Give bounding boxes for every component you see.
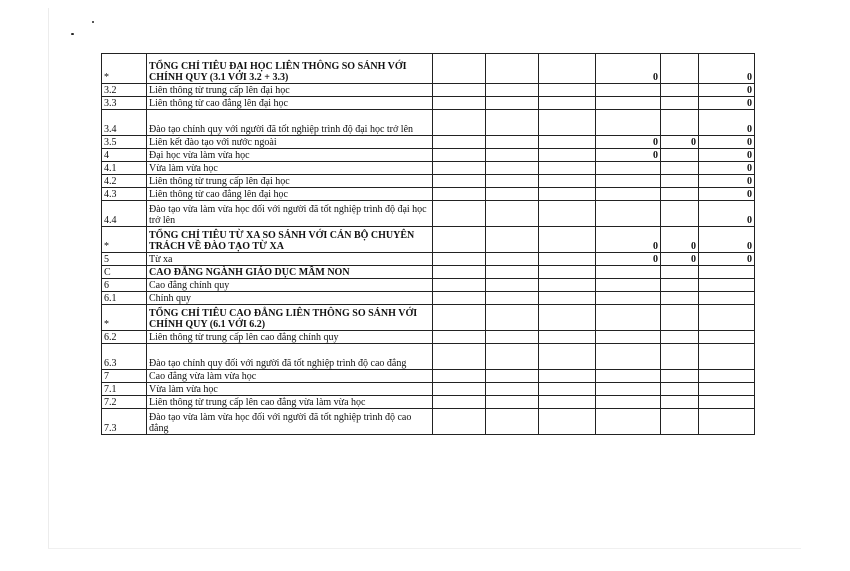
value-cell xyxy=(433,279,486,292)
value-cell xyxy=(539,409,596,435)
value-cell: 0 xyxy=(699,253,755,266)
table-row xyxy=(102,110,755,136)
value-cell xyxy=(661,396,699,409)
row-label-cell: TỔNG CHỈ TIÊU ĐẠI HỌC LIÊN THÔNG SO SÁNH VỚI CHÍNH QUY (3.1 VỚI 3.2 + 3.3) xyxy=(147,54,433,84)
table-row xyxy=(102,279,755,292)
table-row xyxy=(102,97,755,110)
row-code-cell: 4.3 xyxy=(102,188,147,201)
value-cell xyxy=(699,409,755,435)
row-label-cell: Liên thông từ cao đẳng lên đại học xyxy=(147,97,433,110)
value-cell xyxy=(539,188,596,201)
table-row xyxy=(102,253,755,266)
value-cell xyxy=(486,279,539,292)
row-label-cell: Liên kết đào tạo với nước ngoài xyxy=(147,136,433,149)
value-cell xyxy=(539,54,596,84)
value-cell xyxy=(539,149,596,162)
value-cell: 0 xyxy=(699,188,755,201)
row-label-cell: TỔNG CHỈ TIÊU TỪ XA SO SÁNH VỚI CÁN BỘ CHUYÊN TRÁCH VỀ ĐÀO TẠO TỪ XA xyxy=(147,227,433,253)
table-row xyxy=(102,188,755,201)
table-row xyxy=(102,54,755,84)
row-code-cell: 4 xyxy=(102,149,147,162)
quota-table xyxy=(101,53,755,435)
value-cell xyxy=(433,344,486,370)
row-code-cell: 4.2 xyxy=(102,175,147,188)
value-cell xyxy=(699,266,755,279)
value-cell: 0 xyxy=(596,54,661,84)
value-cell xyxy=(661,383,699,396)
value-cell xyxy=(539,370,596,383)
row-code-cell: * xyxy=(102,54,147,84)
value-cell xyxy=(699,331,755,344)
table-row xyxy=(102,149,755,162)
table-row xyxy=(102,383,755,396)
value-cell xyxy=(596,266,661,279)
value-cell xyxy=(486,201,539,227)
value-cell xyxy=(699,305,755,331)
value-cell xyxy=(433,396,486,409)
value-cell xyxy=(661,97,699,110)
value-cell xyxy=(539,383,596,396)
value-cell xyxy=(433,54,486,84)
row-label-cell: Vừa làm vừa học xyxy=(147,383,433,396)
value-cell: 0 xyxy=(699,97,755,110)
value-cell xyxy=(486,266,539,279)
value-cell xyxy=(486,188,539,201)
row-code-cell: 6.3 xyxy=(102,344,147,370)
value-cell xyxy=(661,175,699,188)
table-row xyxy=(102,331,755,344)
row-label-cell: Từ xa xyxy=(147,253,433,266)
row-code-cell: 5 xyxy=(102,253,147,266)
value-cell xyxy=(596,279,661,292)
row-label-cell: Vừa làm vừa học xyxy=(147,162,433,175)
value-cell xyxy=(596,162,661,175)
value-cell xyxy=(596,409,661,435)
value-cell xyxy=(486,396,539,409)
value-cell: 0 xyxy=(699,84,755,97)
table-row xyxy=(102,396,755,409)
row-code-cell: 7.1 xyxy=(102,383,147,396)
value-cell xyxy=(596,84,661,97)
value-cell xyxy=(486,97,539,110)
row-label-cell: Liên thông từ trung cấp lên cao đẳng vừa làm vừa học xyxy=(147,396,433,409)
value-cell xyxy=(433,227,486,253)
value-cell xyxy=(539,305,596,331)
value-cell xyxy=(661,201,699,227)
value-cell xyxy=(539,136,596,149)
row-code-cell: 7.2 xyxy=(102,396,147,409)
value-cell: 0 xyxy=(699,54,755,84)
value-cell xyxy=(539,110,596,136)
scan-speck xyxy=(92,21,94,23)
value-cell xyxy=(539,97,596,110)
value-cell xyxy=(661,149,699,162)
row-code-cell: 6.2 xyxy=(102,331,147,344)
row-code-cell: 3.4 xyxy=(102,110,147,136)
value-cell xyxy=(486,331,539,344)
value-cell xyxy=(661,344,699,370)
value-cell xyxy=(433,331,486,344)
table-row xyxy=(102,201,755,227)
value-cell: 0 xyxy=(699,162,755,175)
value-cell xyxy=(433,149,486,162)
value-cell xyxy=(699,370,755,383)
value-cell xyxy=(486,370,539,383)
value-cell xyxy=(661,279,699,292)
value-cell xyxy=(433,162,486,175)
row-label-cell: Liên thông từ trung cấp lên cao đẳng chính quy xyxy=(147,331,433,344)
value-cell xyxy=(486,383,539,396)
value-cell xyxy=(539,331,596,344)
row-code-cell: 4.1 xyxy=(102,162,147,175)
value-cell xyxy=(486,136,539,149)
value-cell xyxy=(661,266,699,279)
value-cell xyxy=(433,201,486,227)
row-label-cell: Chính quy xyxy=(147,292,433,305)
row-label-cell: Liên thông từ cao đẳng lên đại học xyxy=(147,188,433,201)
scan-speck xyxy=(71,33,74,35)
value-cell xyxy=(433,84,486,97)
value-cell xyxy=(433,409,486,435)
value-cell xyxy=(486,292,539,305)
value-cell xyxy=(433,110,486,136)
row-label-cell: Đào tạo chính quy đối với người đã tốt nghiệp trình độ cao đẳng xyxy=(147,344,433,370)
value-cell xyxy=(661,409,699,435)
value-cell xyxy=(596,188,661,201)
value-cell: 0 xyxy=(596,253,661,266)
value-cell xyxy=(661,292,699,305)
value-cell xyxy=(596,175,661,188)
value-cell xyxy=(433,188,486,201)
row-label-cell: Cao đẳng vừa làm vừa học xyxy=(147,370,433,383)
table-row xyxy=(102,227,755,253)
row-code-cell: C xyxy=(102,266,147,279)
table-row xyxy=(102,370,755,383)
table-row xyxy=(102,175,755,188)
table-row xyxy=(102,292,755,305)
value-cell xyxy=(539,84,596,97)
table-row xyxy=(102,266,755,279)
value-cell xyxy=(433,266,486,279)
value-cell xyxy=(699,396,755,409)
value-cell xyxy=(486,175,539,188)
value-cell xyxy=(486,305,539,331)
value-cell xyxy=(539,396,596,409)
value-cell xyxy=(596,383,661,396)
row-label-cell: Liên thông từ trung cấp lên đại học xyxy=(147,175,433,188)
value-cell xyxy=(433,136,486,149)
value-cell xyxy=(596,396,661,409)
row-label-cell: Liên thông từ trung cấp lên đại học xyxy=(147,84,433,97)
value-cell xyxy=(486,54,539,84)
value-cell xyxy=(486,149,539,162)
value-cell xyxy=(539,175,596,188)
value-cell: 0 xyxy=(699,136,755,149)
value-cell xyxy=(486,227,539,253)
row-code-cell: 7 xyxy=(102,370,147,383)
value-cell xyxy=(539,253,596,266)
value-cell: 0 xyxy=(661,136,699,149)
value-cell xyxy=(596,331,661,344)
value-cell xyxy=(539,344,596,370)
value-cell: 0 xyxy=(661,227,699,253)
value-cell xyxy=(433,97,486,110)
value-cell xyxy=(596,97,661,110)
value-cell xyxy=(433,305,486,331)
value-cell xyxy=(433,370,486,383)
row-label-cell: Đào tạo vừa làm vừa học đối với người đã tốt nghiệp trình độ đại học trở lên xyxy=(147,201,433,227)
value-cell: 0 xyxy=(699,110,755,136)
row-code-cell: 6 xyxy=(102,279,147,292)
value-cell xyxy=(596,292,661,305)
value-cell xyxy=(486,84,539,97)
table-row xyxy=(102,84,755,97)
table-row xyxy=(102,344,755,370)
value-cell xyxy=(661,84,699,97)
value-cell: 0 xyxy=(661,253,699,266)
row-label-cell: Đại học vừa làm vừa học xyxy=(147,149,433,162)
value-cell xyxy=(699,383,755,396)
value-cell xyxy=(596,110,661,136)
value-cell xyxy=(539,292,596,305)
value-cell xyxy=(433,253,486,266)
value-cell xyxy=(433,292,486,305)
row-code-cell: 3.3 xyxy=(102,97,147,110)
table-body xyxy=(102,54,755,435)
value-cell xyxy=(539,162,596,175)
value-cell xyxy=(699,279,755,292)
row-label-cell: Đào tạo chính quy với người đã tốt nghiệp trình độ đại học trở lên xyxy=(147,110,433,136)
table-row xyxy=(102,305,755,331)
value-cell: 0 xyxy=(596,136,661,149)
row-label-cell: Đào tạo vừa làm vừa học đối với người đã tốt nghiệp trình độ cao đẳng xyxy=(147,409,433,435)
value-cell xyxy=(433,175,486,188)
value-cell xyxy=(596,201,661,227)
row-code-cell: 3.5 xyxy=(102,136,147,149)
table-row xyxy=(102,136,755,149)
value-cell xyxy=(486,162,539,175)
value-cell xyxy=(486,409,539,435)
table-row xyxy=(102,409,755,435)
row-label-cell: TỔNG CHỈ TIÊU CAO ĐẲNG LIÊN THÔNG SO SÁNH VỚI CHÍNH QUY (6.1 VỚI 6.2) xyxy=(147,305,433,331)
value-cell xyxy=(661,305,699,331)
value-cell xyxy=(661,331,699,344)
row-code-cell: * xyxy=(102,227,147,253)
value-cell xyxy=(539,227,596,253)
value-cell xyxy=(596,370,661,383)
value-cell: 0 xyxy=(699,227,755,253)
row-code-cell: 7.3 xyxy=(102,409,147,435)
value-cell xyxy=(596,344,661,370)
value-cell xyxy=(486,253,539,266)
value-cell xyxy=(661,110,699,136)
value-cell xyxy=(486,110,539,136)
value-cell: 0 xyxy=(596,149,661,162)
value-cell: 0 xyxy=(699,149,755,162)
row-code-cell: 6.1 xyxy=(102,292,147,305)
value-cell xyxy=(661,162,699,175)
table-row xyxy=(102,162,755,175)
value-cell xyxy=(539,201,596,227)
row-label-cell: Cao đẳng chính quy xyxy=(147,279,433,292)
value-cell xyxy=(539,266,596,279)
value-cell xyxy=(699,292,755,305)
value-cell xyxy=(661,54,699,84)
row-label-cell: CAO ĐẲNG NGÀNH GIÁO DỤC MẦM NON xyxy=(147,266,433,279)
value-cell xyxy=(699,344,755,370)
value-cell xyxy=(661,188,699,201)
value-cell xyxy=(433,383,486,396)
value-cell: 0 xyxy=(699,201,755,227)
row-code-cell: 3.2 xyxy=(102,84,147,97)
row-code-cell: 4.4 xyxy=(102,201,147,227)
value-cell: 0 xyxy=(699,175,755,188)
value-cell xyxy=(596,305,661,331)
value-cell xyxy=(539,279,596,292)
value-cell xyxy=(486,344,539,370)
row-code-cell: * xyxy=(102,305,147,331)
value-cell xyxy=(661,370,699,383)
value-cell: 0 xyxy=(596,227,661,253)
